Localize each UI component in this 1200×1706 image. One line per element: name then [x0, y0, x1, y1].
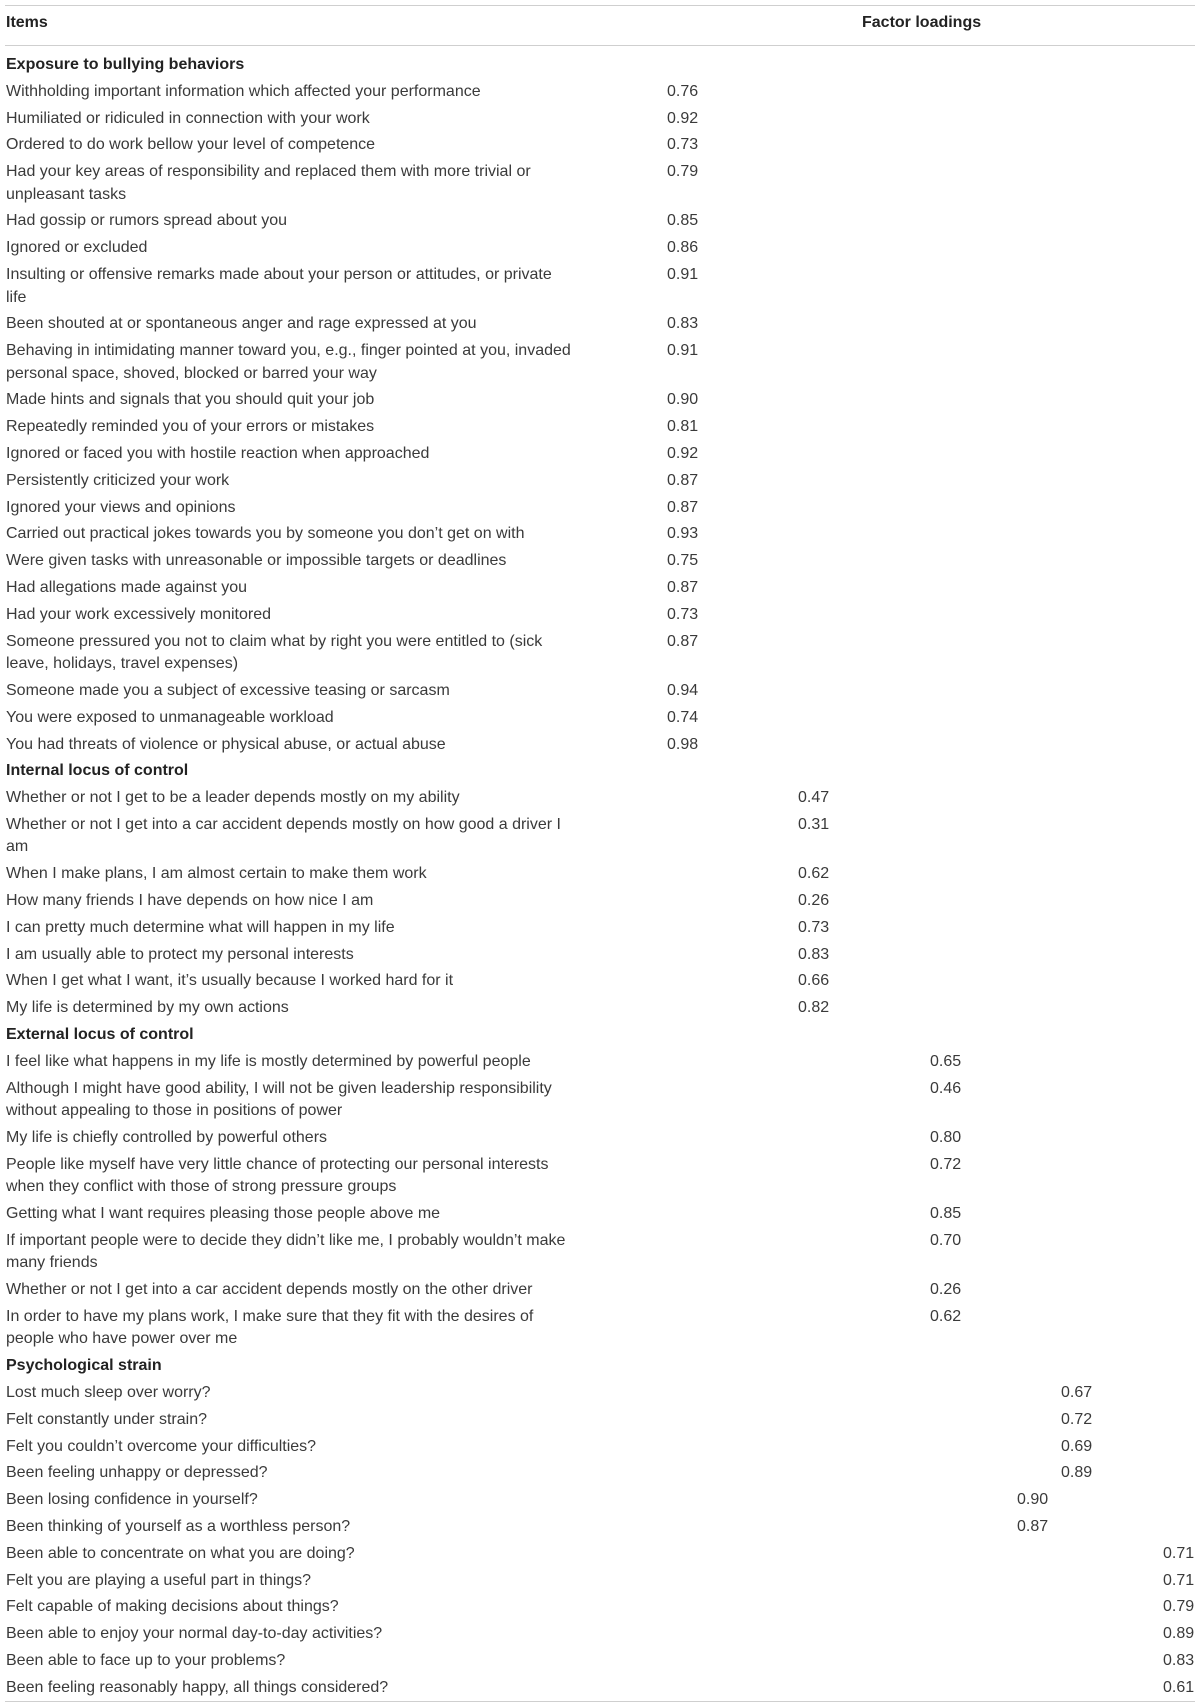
- table-row: [0, 338, 1200, 387]
- item-text: Someone made you a subject of excessive teasing or sarcasm: [6, 681, 450, 699]
- table-row: [0, 79, 1200, 106]
- item-text: I can pretty much determine what will happen in my life: [6, 918, 395, 936]
- table-row: [0, 968, 1200, 995]
- factor-loading-value: 0.46: [930, 1079, 962, 1097]
- section-header: [0, 52, 1200, 79]
- factor-loading-value: 0.80: [930, 1128, 962, 1146]
- factor-loading-value: 0.92: [667, 109, 699, 127]
- factor-loading-value: 0.62: [798, 865, 830, 883]
- factor-loading-value: 0.73: [798, 918, 830, 936]
- factor-loading-value: 0.86: [667, 239, 699, 257]
- table-row: [0, 1380, 1200, 1407]
- item-text: You had threats of violence or physical abuse, or actual abuse: [6, 735, 446, 753]
- item-text: Been shouted at or spontaneous anger and rage expressed at you: [6, 315, 477, 333]
- table-row: [0, 575, 1200, 602]
- table-row: [0, 732, 1200, 759]
- table-row: [0, 208, 1200, 235]
- table-row: [0, 159, 1200, 208]
- factor-loading-value: 0.67: [1061, 1383, 1093, 1401]
- table-row: [0, 106, 1200, 133]
- table-row: [0, 812, 1200, 861]
- table-row: [0, 1541, 1200, 1568]
- bottom-rule: [5, 1701, 1195, 1702]
- item-text: Ignored or excluded: [6, 239, 148, 257]
- item-text: Humiliated or ridiculed in connection with your work: [6, 109, 370, 127]
- item-text: Whether or not I get into a car accident depends mostly on how good a driver I am: [6, 815, 561, 856]
- item-text: You were exposed to unmanageable workload: [6, 708, 334, 726]
- table-row: [0, 1594, 1200, 1621]
- factor-loading-value: 0.90: [1017, 1491, 1049, 1509]
- factor-loading-value: 0.83: [1163, 1651, 1195, 1669]
- factor-loading-value: 0.87: [667, 471, 699, 489]
- item-text: Repeatedly reminded you of your errors or mistakes: [6, 418, 375, 436]
- table-row: [0, 468, 1200, 495]
- table-row: [0, 414, 1200, 441]
- table-row: [0, 132, 1200, 159]
- factor-loading-value: 0.72: [930, 1155, 962, 1173]
- factor-loading-value: 0.75: [667, 552, 699, 570]
- item-text: Lost much sleep over worry?: [6, 1383, 211, 1401]
- item-text: Felt you couldn’t overcome your difficulties?: [6, 1437, 317, 1455]
- header-rule: [5, 45, 1195, 46]
- table-row: [0, 629, 1200, 678]
- factor-loading-value: 0.89: [1163, 1625, 1195, 1643]
- item-text: Been losing confidence in yourself?: [6, 1491, 258, 1509]
- item-text: If important people were to decide they didn’t like me, I probably wouldn’t make many friends: [6, 1231, 566, 1272]
- factor-loading-value: 0.83: [798, 945, 830, 963]
- table-row: [0, 1152, 1200, 1201]
- item-text: People like myself have very little chance of protecting our personal interests when they conflict with those of strong pressure groups: [6, 1155, 549, 1196]
- item-text: Been feeling unhappy or depressed?: [6, 1464, 268, 1482]
- factor-loading-value: 0.73: [667, 136, 699, 154]
- table-row: [0, 235, 1200, 262]
- factor-loading-value: 0.85: [930, 1204, 962, 1222]
- factor-loading-value: 0.94: [667, 681, 699, 699]
- table-row: [0, 678, 1200, 705]
- table-row: [0, 1228, 1200, 1277]
- table-row: [0, 602, 1200, 629]
- factor-loading-value: 0.90: [667, 391, 699, 409]
- factor-loading-value: 0.26: [930, 1281, 962, 1299]
- factor-loading-value: 0.76: [667, 82, 699, 100]
- table-row: [0, 495, 1200, 522]
- table-row: [0, 262, 1200, 311]
- item-text: Ordered to do work bellow your level of competence: [6, 136, 376, 154]
- section-header: [0, 758, 1200, 785]
- factor-loading-value: 0.71: [1163, 1571, 1195, 1589]
- section-header: [0, 1353, 1200, 1380]
- item-text: In order to have my plans work, I make sure that they fit with the desires of people who have power over me: [6, 1307, 534, 1348]
- factor-loading-value: 0.85: [667, 212, 699, 230]
- factor-loading-value: 0.87: [667, 498, 699, 516]
- item-text: Whether or not I get to be a leader depends mostly on my ability: [6, 789, 460, 807]
- factor-loading-value: 0.31: [798, 815, 830, 833]
- header-items: Items: [6, 14, 48, 31]
- factor-loading-value: 0.71: [1163, 1544, 1195, 1562]
- item-text: Although I might have good ability, I will not be given leadership responsibility without appealing to those in positions of power: [6, 1079, 552, 1120]
- factor-loading-value: 0.81: [667, 418, 699, 436]
- table-row: [0, 1125, 1200, 1152]
- table-row: [0, 387, 1200, 414]
- table-row: [0, 915, 1200, 942]
- table-row: [0, 1621, 1200, 1648]
- table-row: [0, 942, 1200, 969]
- item-text: Carried out practical jokes towards you by someone you don’t get on with: [6, 525, 525, 543]
- table-row: [0, 1675, 1200, 1702]
- factor-loading-value: 0.66: [798, 972, 830, 990]
- item-text: Been able to concentrate on what you are doing?: [6, 1544, 355, 1562]
- table-row: [0, 1460, 1200, 1487]
- item-text: Had gossip or rumors spread about you: [6, 212, 288, 230]
- item-text: When I make plans, I am almost certain to make them work: [6, 865, 427, 883]
- factor-loading-value: 0.82: [798, 999, 830, 1017]
- item-text: Ignored your views and opinions: [6, 498, 236, 516]
- table-row: [0, 1277, 1200, 1304]
- factor-loading-value: 0.72: [1061, 1410, 1093, 1428]
- header-factor-loadings: Factor loadings: [862, 14, 982, 31]
- factor-loading-value: 0.79: [667, 163, 699, 181]
- factor-loading-value: 0.69: [1061, 1437, 1093, 1455]
- item-text: Insulting or offensive remarks made about your person or attitudes, or private life: [6, 266, 552, 306]
- section-header: [0, 1022, 1200, 1049]
- factor-loading-value: 0.74: [667, 708, 699, 726]
- item-text: Were given tasks with unreasonable or impossible targets or deadlines: [6, 552, 507, 570]
- item-text: When I get what I want, it’s usually because I worked hard for it: [6, 972, 454, 990]
- table-row: [0, 1201, 1200, 1228]
- factor-loading-value: 0.89: [1061, 1464, 1093, 1482]
- table-body: [0, 52, 1200, 1702]
- factor-loading-value: 0.98: [667, 735, 699, 753]
- table-row: [0, 1076, 1200, 1125]
- factor-loading-value: 0.26: [798, 892, 830, 910]
- item-text: Ignored or faced you with hostile reaction when approached: [6, 445, 430, 463]
- item-text: Had your key areas of responsibility and replaced them with more trivial or unpleasant tasks: [6, 163, 531, 203]
- factor-loading-value: 0.91: [667, 266, 699, 284]
- factor-loading-value: 0.92: [667, 445, 699, 463]
- factor-loading-value: 0.87: [1017, 1517, 1049, 1535]
- table-row: [0, 1487, 1200, 1514]
- section-title: Exposure to bullying behaviors: [6, 56, 245, 73]
- item-text: Withholding important information which affected your performance: [6, 82, 481, 100]
- item-text: Someone pressured you not to claim what by right you were entitled to (sick leave, holidays, travel expenses): [6, 632, 543, 673]
- table-row: [0, 861, 1200, 888]
- table-row: [0, 705, 1200, 732]
- table-row: [0, 888, 1200, 915]
- factor-loading-value: 0.87: [667, 632, 699, 650]
- factor-loading-value: 0.93: [667, 525, 699, 543]
- table-row: [0, 1407, 1200, 1434]
- table-row: [0, 548, 1200, 575]
- table-row: [0, 1648, 1200, 1675]
- table-row: [0, 441, 1200, 468]
- item-text: I am usually able to protect my personal interests: [6, 945, 354, 963]
- section-title: Psychological strain: [6, 1357, 162, 1375]
- item-text: My life is chiefly controlled by powerful others: [6, 1128, 328, 1146]
- table-row: [0, 1568, 1200, 1595]
- item-text: Persistently criticized your work: [6, 471, 230, 489]
- table-row: [0, 311, 1200, 338]
- item-text: How many friends I have depends on how nice I am: [6, 892, 374, 910]
- item-text: Been thinking of yourself as a worthless person?: [6, 1517, 351, 1535]
- factor-loading-value: 0.47: [798, 789, 830, 807]
- factor-loading-value: 0.70: [930, 1231, 962, 1249]
- item-text: Behaving in intimidating manner toward you, e.g., finger pointed at you, invaded personal space, shoved, blocked or barred your way: [6, 342, 571, 382]
- table-row: [0, 1434, 1200, 1461]
- factor-loading-value: 0.62: [930, 1307, 962, 1325]
- table-row: [0, 521, 1200, 548]
- table-row: [0, 1514, 1200, 1541]
- item-text: Made hints and signals that you should quit your job: [6, 391, 375, 409]
- factor-loading-value: 0.87: [667, 579, 699, 597]
- factor-loading-value: 0.61: [1163, 1678, 1195, 1696]
- item-text: Whether or not I get into a car accident depends mostly on the other driver: [6, 1281, 533, 1299]
- section-title: External locus of control: [6, 1026, 194, 1043]
- table-row: [0, 995, 1200, 1022]
- factor-loading-value: 0.83: [667, 315, 699, 333]
- factor-loading-value: 0.65: [930, 1052, 962, 1070]
- table-row: [0, 1304, 1200, 1353]
- item-text: My life is determined by my own actions: [6, 999, 289, 1017]
- section-title: Internal locus of control: [6, 762, 189, 780]
- item-text: Felt constantly under strain?: [6, 1410, 207, 1428]
- item-text: Been able to face up to your problems?: [6, 1651, 286, 1669]
- factor-loading-value: 0.91: [667, 342, 699, 360]
- factor-loading-value: 0.73: [667, 605, 699, 623]
- factor-loading-value: 0.79: [1163, 1598, 1195, 1616]
- top-rule: [5, 5, 1195, 6]
- item-text: Been feeling reasonably happy, all things considered?: [6, 1678, 389, 1696]
- table-row: [0, 785, 1200, 812]
- item-text: Had allegations made against you: [6, 579, 248, 597]
- item-text: I feel like what happens in my life is mostly determined by powerful people: [6, 1052, 531, 1070]
- item-text: Getting what I want requires pleasing those people above me: [6, 1204, 441, 1222]
- item-text: Had your work excessively monitored: [6, 605, 271, 623]
- item-text: Felt capable of making decisions about things?: [6, 1598, 339, 1616]
- table-row: [0, 1049, 1200, 1076]
- item-text: Felt you are playing a useful part in things?: [6, 1571, 312, 1589]
- item-text: Been able to enjoy your normal day-to-day activities?: [6, 1625, 383, 1643]
